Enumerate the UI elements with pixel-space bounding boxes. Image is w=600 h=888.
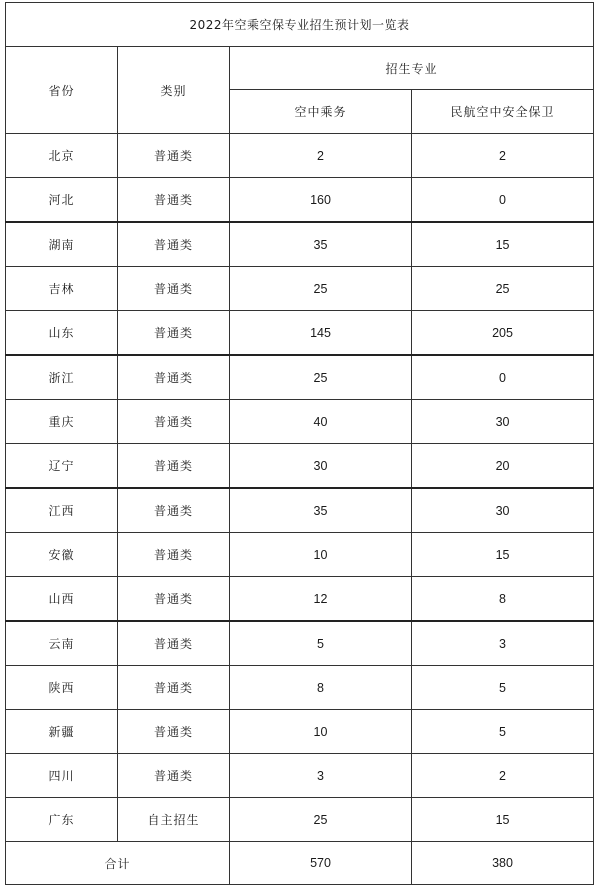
cell-category: 普通类: [118, 666, 230, 710]
table-row: [6, 134, 594, 178]
header-major-group: 招生专业: [230, 47, 594, 90]
cell-cabin-service-count: 8: [230, 666, 412, 710]
cell-province: 吉林: [6, 267, 118, 311]
total-row: [6, 842, 594, 885]
cell-province: 新疆: [6, 710, 118, 754]
cell-province: 浙江: [6, 355, 118, 400]
total-cabin-service: 570: [230, 842, 412, 885]
table-row: [6, 666, 594, 710]
cell-province: 安徽: [6, 533, 118, 577]
cell-category: 普通类: [118, 754, 230, 798]
cell-air-security-count: 205: [412, 311, 594, 356]
table-row: [6, 311, 594, 356]
cell-air-security-count: 5: [412, 666, 594, 710]
cell-province: 辽宁: [6, 444, 118, 489]
cell-province: 北京: [6, 134, 118, 178]
cell-cabin-service-count: 25: [230, 355, 412, 400]
cell-air-security-count: 0: [412, 355, 594, 400]
cell-cabin-service-count: 25: [230, 267, 412, 311]
table-row: [6, 444, 594, 489]
cell-category: 自主招生: [118, 798, 230, 842]
cell-air-security-count: 15: [412, 798, 594, 842]
cell-cabin-service-count: 35: [230, 222, 412, 267]
cell-category: 普通类: [118, 444, 230, 489]
cell-cabin-service-count: 10: [230, 533, 412, 577]
cell-province: 四川: [6, 754, 118, 798]
header-province: 省份: [6, 47, 118, 134]
table-title: 2022年空乘空保专业招生预计划一览表: [6, 3, 594, 47]
cell-cabin-service-count: 35: [230, 488, 412, 533]
cell-air-security-count: 20: [412, 444, 594, 489]
total-label: 合计: [6, 842, 230, 885]
cell-province: 广东: [6, 798, 118, 842]
cell-category: 普通类: [118, 311, 230, 356]
cell-cabin-service-count: 5: [230, 621, 412, 666]
cell-cabin-service-count: 145: [230, 311, 412, 356]
cell-air-security-count: 25: [412, 267, 594, 311]
cell-cabin-service-count: 30: [230, 444, 412, 489]
cell-province: 重庆: [6, 400, 118, 444]
header-major-cabin-service: 空中乘务: [230, 90, 412, 134]
cell-category: 普通类: [118, 488, 230, 533]
cell-category: 普通类: [118, 178, 230, 223]
cell-air-security-count: 30: [412, 488, 594, 533]
cell-cabin-service-count: 2: [230, 134, 412, 178]
cell-air-security-count: 15: [412, 533, 594, 577]
cell-cabin-service-count: 3: [230, 754, 412, 798]
cell-air-security-count: 3: [412, 621, 594, 666]
cell-category: 普通类: [118, 222, 230, 267]
cell-province: 陕西: [6, 666, 118, 710]
cell-cabin-service-count: 160: [230, 178, 412, 223]
table-row: [6, 710, 594, 754]
cell-province: 湖南: [6, 222, 118, 267]
cell-air-security-count: 0: [412, 178, 594, 223]
enrollment-plan-sheet: [5, 2, 593, 885]
total-air-security: 380: [412, 842, 594, 885]
table-row: [6, 267, 594, 311]
cell-province: 山西: [6, 577, 118, 622]
enrollment-plan-table: [5, 2, 594, 885]
table-row: [6, 355, 594, 400]
cell-air-security-count: 2: [412, 134, 594, 178]
cell-category: 普通类: [118, 533, 230, 577]
cell-category: 普通类: [118, 621, 230, 666]
table-row: [6, 621, 594, 666]
cell-category: 普通类: [118, 355, 230, 400]
table-row: [6, 400, 594, 444]
cell-cabin-service-count: 10: [230, 710, 412, 754]
cell-category: 普通类: [118, 710, 230, 754]
table-row: [6, 533, 594, 577]
cell-province: 河北: [6, 178, 118, 223]
table-row: [6, 178, 594, 223]
table-row: [6, 488, 594, 533]
cell-air-security-count: 30: [412, 400, 594, 444]
header-category: 类别: [118, 47, 230, 134]
cell-cabin-service-count: 40: [230, 400, 412, 444]
header-major-air-security: 民航空中安全保卫: [412, 90, 594, 134]
cell-cabin-service-count: 12: [230, 577, 412, 622]
cell-category: 普通类: [118, 134, 230, 178]
cell-air-security-count: 5: [412, 710, 594, 754]
cell-category: 普通类: [118, 267, 230, 311]
cell-air-security-count: 2: [412, 754, 594, 798]
cell-cabin-service-count: 25: [230, 798, 412, 842]
cell-air-security-count: 15: [412, 222, 594, 267]
cell-province: 山东: [6, 311, 118, 356]
cell-province: 云南: [6, 621, 118, 666]
title-row: [6, 3, 594, 47]
table-row: [6, 222, 594, 267]
table-row: [6, 754, 594, 798]
header-row-top: [6, 47, 594, 90]
cell-air-security-count: 8: [412, 577, 594, 622]
cell-category: 普通类: [118, 577, 230, 622]
cell-category: 普通类: [118, 400, 230, 444]
table-row: [6, 798, 594, 842]
cell-province: 江西: [6, 488, 118, 533]
table-row: [6, 577, 594, 622]
